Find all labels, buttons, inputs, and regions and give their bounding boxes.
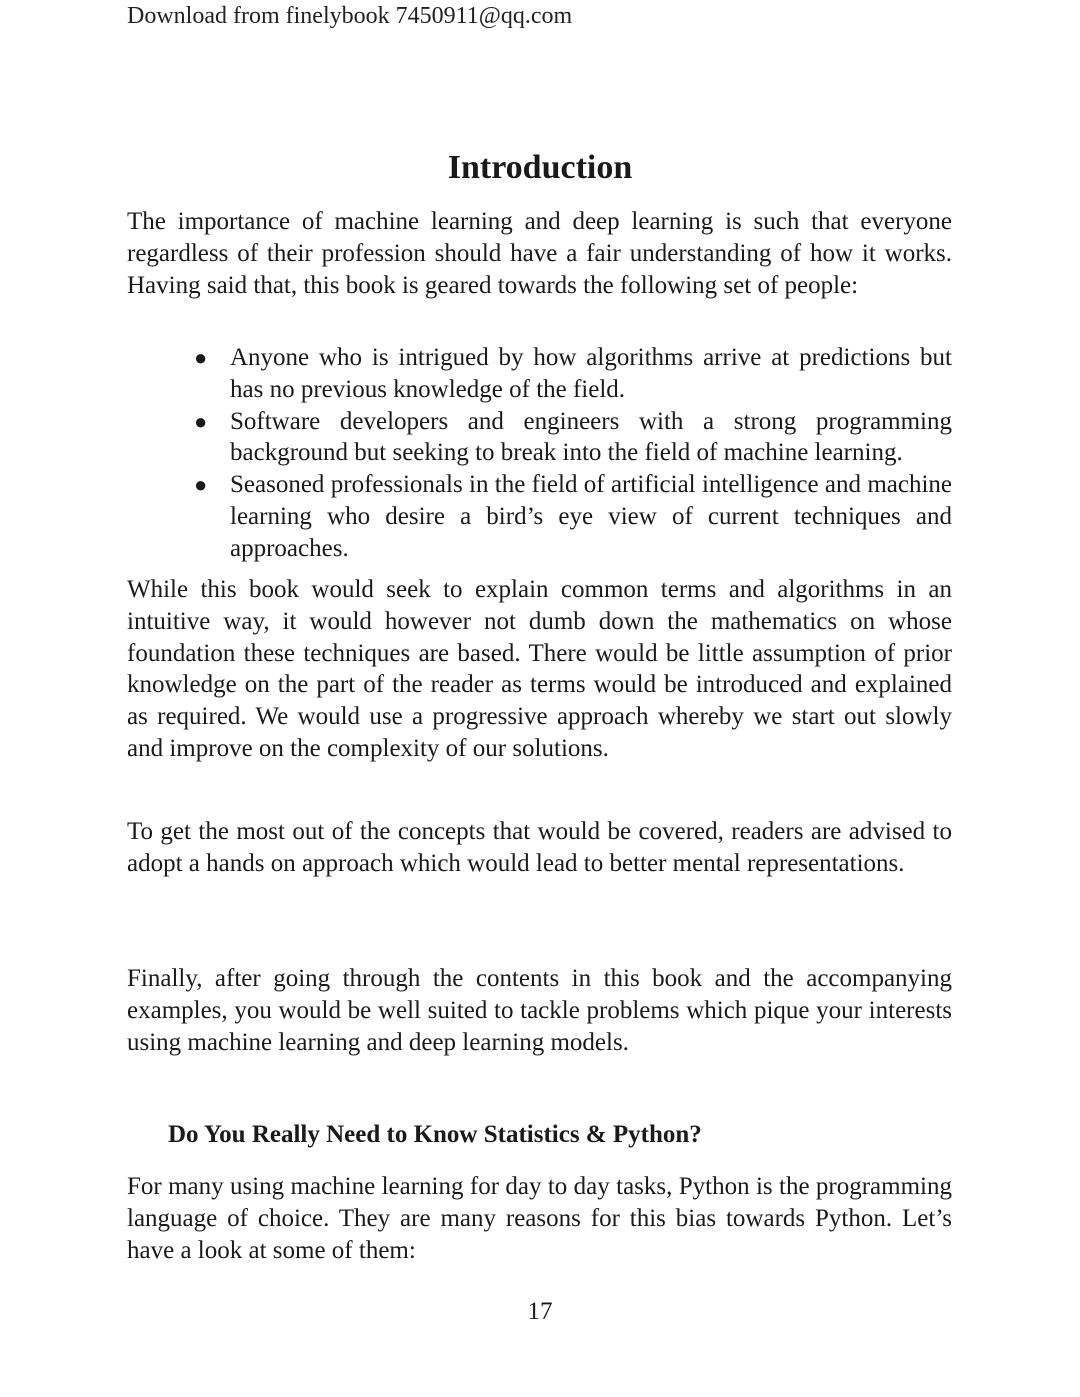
bullet-text: Anyone who is intrigued by how algorithms arrive at predictions but has no previous knowledge of the field.	[230, 344, 952, 403]
bullet-text: Seasoned professionals in the field of artificial intelligence and machine learning who desire a bird’s eye view of current techniques and approaches.	[230, 471, 952, 562]
python-paragraph: For many using machine learning for day to day tasks, Python is the programming language of choice. They are many reasons for this bias towards Python. Let’s have a look at some of them:	[127, 1173, 952, 1264]
download-source-note: Download from finelybook 7450911@qq.com	[127, 3, 573, 29]
bullet-text: Software developers and engineers with a strong programming background but seeking to break into the field of machine learning.	[230, 407, 952, 467]
intro-paragraph: The importance of machine learning and deep learning is such that everyone regardless of their profession should have a fair understanding of how it works. Having said that, this book is geared towards the following set of people:	[127, 208, 952, 299]
audience-bullet-list	[127, 342, 952, 565]
bullet-icon: ●	[194, 472, 208, 498]
list-item	[127, 406, 952, 470]
hands-on-paragraph: To get the most out of the concepts that would be covered, readers are advised to adopt a hands on approach which would lead to better mental representations.	[127, 818, 952, 877]
section-subheading: Do You Really Need to Know Statistics & Python?	[168, 1121, 702, 1148]
list-item	[127, 342, 952, 406]
list-item	[127, 469, 952, 564]
page-title: Introduction	[447, 149, 633, 186]
page-number: 17	[527, 1298, 553, 1325]
bullet-icon: ●	[194, 408, 208, 434]
conclusion-paragraph: Finally, after going through the contents in this book and the accompanying examples, you would be well suited to tackle problems which pique your interests using machine learning and deep learning models.	[127, 965, 952, 1056]
bullet-icon: ●	[194, 345, 208, 370]
approach-paragraph: While this book would seek to explain common terms and algorithms in an intuitive way, it would however not dumb down the mathematics on whose foundation these techniques are based. There would be little assumption of prior knowledge on the part of the reader as terms would be introduced and explained as required. We would use a progressive approach whereby we start out slowly and improve on the complexity of our solutions.	[127, 576, 952, 762]
